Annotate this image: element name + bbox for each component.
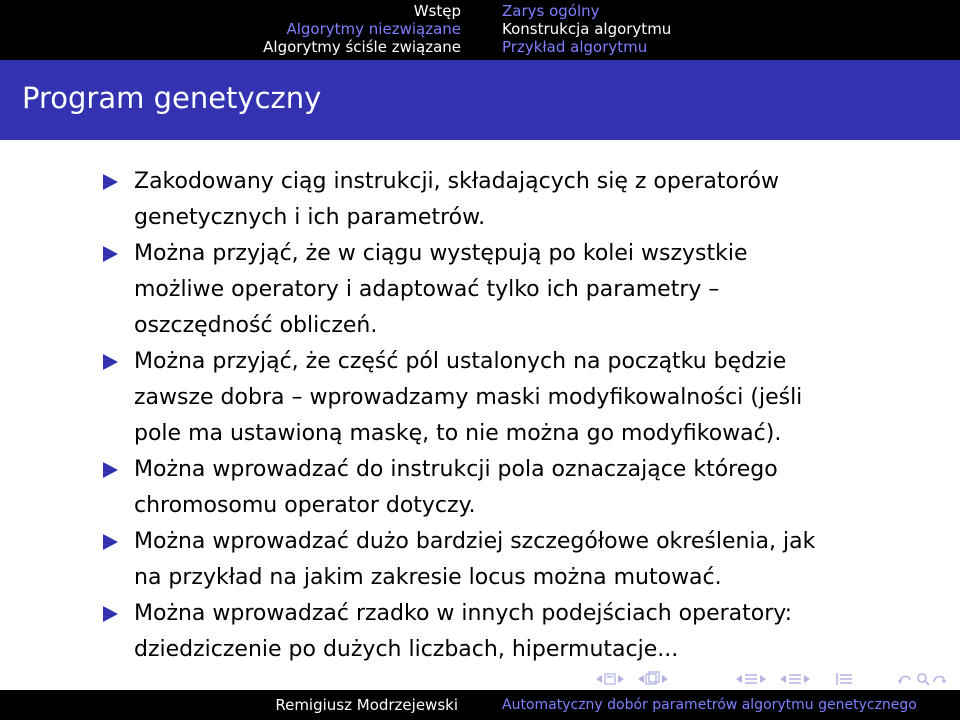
- nav-back-icon[interactable]: [898, 676, 910, 684]
- bullet-line: na przykład na jakim zakresie locus można mutować.: [134, 565, 722, 590]
- bullet-item: [0, 596, 960, 668]
- nav-section-right-icon[interactable]: [760, 675, 766, 683]
- nav-section-algorytmy-scisle-zwiazane[interactable]: Algorytmy ściśle związane: [263, 38, 461, 56]
- nav-section-algorytmy-niezwiazane[interactable]: Algorytmy niezwiązane: [286, 20, 461, 38]
- bullet-triangle-icon: [103, 354, 118, 370]
- nav-subsection-icon: [646, 672, 659, 684]
- nav-doc-right-icon[interactable]: [804, 675, 810, 683]
- beamer-navigation-symbols: [594, 670, 956, 688]
- bullet-line: genetycznych i ich parametrów.: [134, 205, 486, 230]
- bullet-line: możliwe operatory i adaptować tylko ich parametry –: [134, 277, 720, 302]
- frame-title: Program genetyczny: [22, 81, 322, 115]
- bullet-item: [0, 452, 960, 524]
- bullet-triangle-icon: [103, 462, 118, 478]
- bullet-line: dziedziczenie po dużych liczbach, hipermutacje...: [134, 637, 679, 662]
- nav-subsection-left-icon[interactable]: [638, 675, 644, 683]
- nav-subsection-zarys-ogolny[interactable]: Zarys ogólny: [502, 2, 600, 20]
- nav-search-icon[interactable]: [918, 674, 946, 685]
- nav-frame-icon: [605, 674, 615, 684]
- bullet-item: [0, 164, 960, 236]
- nav-subsection-przyklad-algorytmu[interactable]: Przykład algorytmu: [502, 38, 648, 56]
- bullet-line: zawsze dobra – wprowadzamy maski modyfikowalności (jeśli: [134, 385, 803, 410]
- nav-subsection-right-icon[interactable]: [662, 675, 668, 683]
- bullet-line: Można przyjąć, że w ciągu występują po kolei wszystkie: [134, 241, 748, 266]
- bullet-line: Można wprowadzać dużo bardziej szczegółowe określenia, jak: [134, 529, 816, 554]
- nav-subsection-konstrukcja-algorytmu[interactable]: Konstrukcja algorytmu: [502, 20, 672, 38]
- nav-frame-left-icon[interactable]: [596, 675, 602, 683]
- bullet-line: Zakodowany ciąg instrukcji, składających się z operatorów: [134, 169, 780, 194]
- bullet-line: oszczędność obliczeń.: [134, 313, 378, 338]
- nav-frame-right-icon[interactable]: [618, 675, 624, 683]
- bullet-triangle-icon: [103, 606, 118, 622]
- bullet-item: [0, 524, 960, 596]
- nav-section-icon: [745, 675, 757, 683]
- nav-section-wstep[interactable]: Wstęp: [413, 2, 461, 20]
- nav-section-left-icon[interactable]: [736, 675, 742, 683]
- bullet-line: Można przyjąć, że część pól ustalonych na początku będzie: [134, 349, 787, 374]
- footer-author: Remigiusz Modrzejewski: [0, 690, 482, 720]
- top-navigation-bar: [0, 0, 960, 60]
- bullet-item: [0, 236, 960, 344]
- section-navigation: [0, 0, 471, 60]
- subsection-navigation: [482, 0, 960, 60]
- bullet-line: pole ma ustawioną maskę, to nie można go modyfikować).: [134, 421, 782, 446]
- footer-bar: [0, 690, 960, 720]
- bullet-triangle-icon: [103, 246, 118, 262]
- bullet-line: Można wprowadzać rzadko w innych podejściach operatory:: [134, 601, 793, 626]
- bullet-item: [0, 344, 960, 452]
- navigation-symbols-svg: [594, 670, 956, 688]
- footer-presentation-title: Automatyczny dobór parametrów algorytmu genetycznego: [482, 690, 960, 720]
- bullet-list: [0, 164, 960, 668]
- bullet-triangle-icon: [103, 174, 118, 190]
- nav-doc-icon: [789, 675, 801, 683]
- bullet-line: chromosomu operator dotyczy.: [134, 493, 476, 518]
- bullet-triangle-icon: [103, 534, 118, 550]
- nav-doc-left-icon[interactable]: [780, 675, 786, 683]
- nav-align-icon[interactable]: [837, 673, 852, 685]
- bullet-line: Można wprowadzać do instrukcji pola oznaczające którego: [134, 457, 778, 482]
